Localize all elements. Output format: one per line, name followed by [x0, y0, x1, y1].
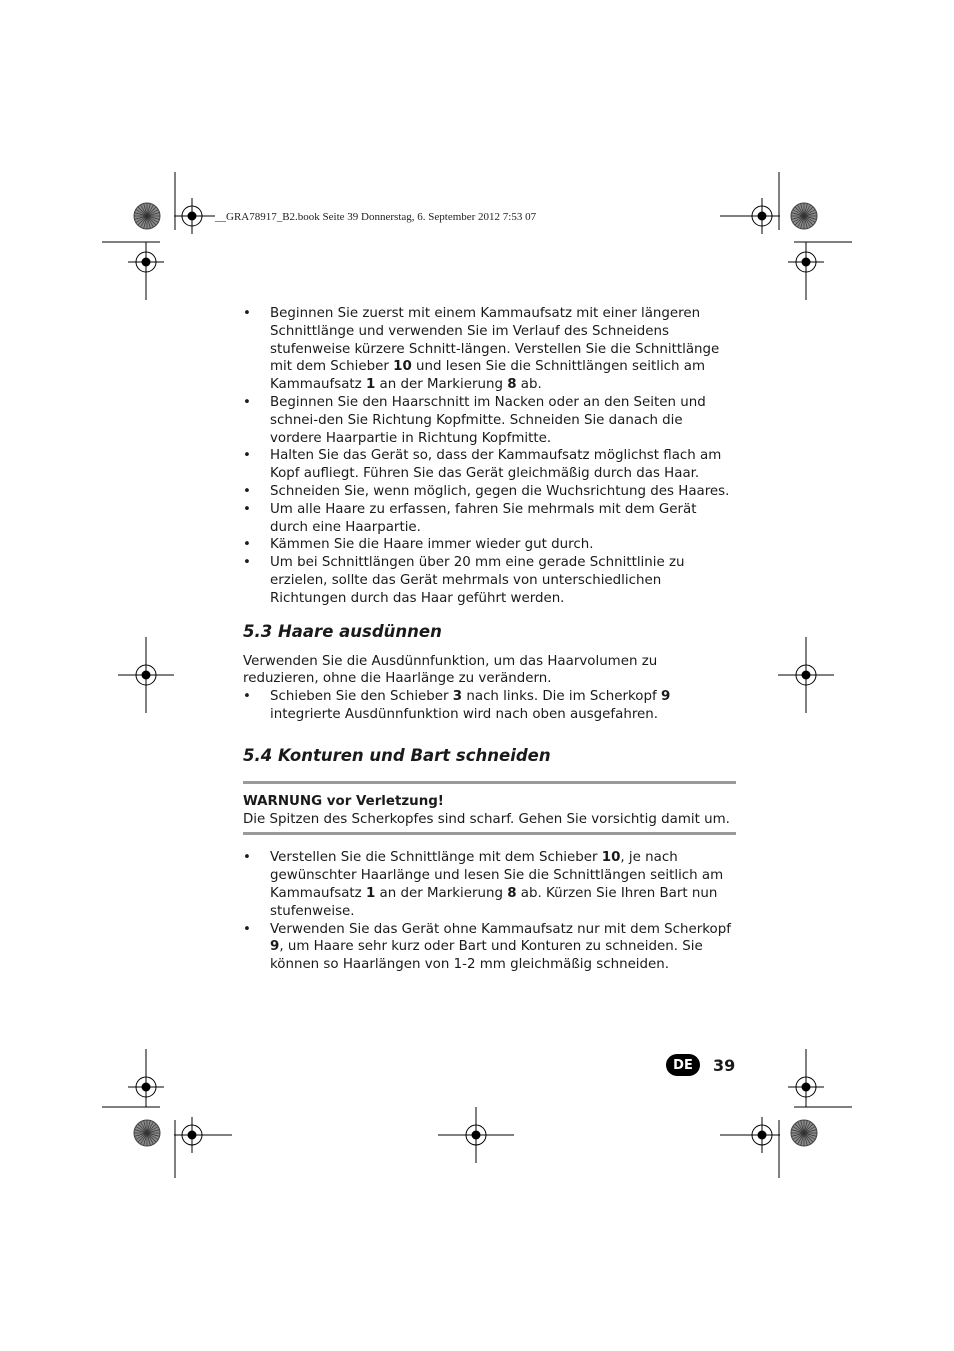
bullet-list-thinning	[243, 688, 736, 724]
list-item: • Schieben Sie den Schieber 3 nach links. Die im Scherkopf 9 integrierte Ausdünnfunktion wird nach oben ausgefahren.	[243, 688, 736, 724]
part-number: 9	[660, 689, 671, 705]
bullet-list-contours	[243, 849, 736, 974]
registration-mark	[744, 198, 780, 234]
list-item: • Beginnen Sie den Haarschnitt im Nacken oder an den Seiten und schnei-den Sie Richtung Kopfmitte. Schneiden Sie danach die vordere Haarpartie in Richtung Kopfmitte.	[243, 394, 736, 447]
page-content	[243, 305, 736, 974]
list-item: • Verwenden Sie das Gerät ohne Kammaufsatz nur mit dem Scherkopf 9, um Haare sehr kurz oder Bart und Konturen zu schneiden. Sie können so Haarlängen von 1-2 mm gleichmäßig schneiden.	[243, 921, 736, 974]
page-number: 39	[713, 1055, 736, 1075]
part-number: 9	[270, 939, 280, 955]
part-number: 10	[601, 850, 621, 866]
section-heading-5-3: 5.3 Haare ausdünnen	[243, 621, 442, 641]
part-number: 1	[365, 885, 376, 901]
part-number: 8	[507, 885, 517, 901]
list-item: • Kämmen Sie die Haare immer wieder gut durch.	[243, 536, 736, 554]
section-5-3-intro: Verwenden Sie die Ausdünnfunktion, um das Haarvolumen zu reduzieren, ohne die Haarlänge zu verändern.	[243, 653, 658, 687]
warning-text: Die Spitzen des Scherkopfes sind scharf. Gehen Sie vorsichtig damit um.	[243, 811, 730, 827]
color-starburst	[134, 203, 160, 229]
list-item: • Beginnen Sie zuerst mit einem Kammaufsatz mit einer längeren Schnittlänge und verwenden Sie im Verlauf des Schneidens stufenweise kürzere Schnitt-längen. Verstellen Sie die Schnittlänge mit dem Schieber 10 und lesen Sie die Schnittlängen seitlich am Kammaufsatz 1 an der Markierung 8 ab.	[243, 305, 736, 394]
list-item: • Verstellen Sie die Schnittlänge mit dem Schieber 10, je nach gewünschter Haarlänge und lesen Sie die Schnittlängen seitlich am Kammaufsatz 1 an der Markierung 8 ab. Kürzen Sie Ihren Bart nun stufenweise.	[243, 849, 736, 920]
part-number: 10	[393, 359, 412, 375]
language-badge: DE	[666, 1054, 700, 1076]
registration-mark	[744, 1117, 780, 1153]
bullet-list-cutting-tips	[243, 305, 736, 608]
list-item: • Halten Sie das Gerät so, dass der Kammaufsatz möglichst flach am Kopf aufliegt. Führen Sie das Gerät gleichmäßig durch das Haar.	[243, 447, 736, 483]
part-number: 8	[507, 377, 517, 393]
list-item: • Schneiden Sie, wenn möglich, gegen die Wuchsrichtung des Haares.	[243, 483, 736, 501]
color-starburst	[791, 1120, 817, 1146]
list-item: • Um alle Haare zu erfassen, fahren Sie mehrmals mit dem Gerät durch eine Haarpartie.	[243, 501, 736, 537]
warning-title: WARNUNG vor Verletzung!	[243, 793, 444, 809]
part-number: 1	[365, 377, 376, 393]
warning-box	[243, 781, 736, 836]
color-starburst	[134, 1120, 160, 1146]
page-footer	[666, 1054, 735, 1076]
list-item: • Um bei Schnittlängen über 20 mm eine gerade Schnittlinie zu erzielen, sollte das Gerät mehrmals von unterschiedlichen Richtungen durch das Haar geführt werden.	[243, 554, 736, 607]
part-number: 3	[452, 689, 463, 705]
print-slug: __GRA78917_B2.book Seite 39 Donnerstag, 6. September 2012 7:53 07	[215, 211, 537, 223]
color-starburst	[791, 203, 817, 229]
section-heading-5-4: 5.4 Konturen und Bart schneiden	[243, 745, 551, 765]
